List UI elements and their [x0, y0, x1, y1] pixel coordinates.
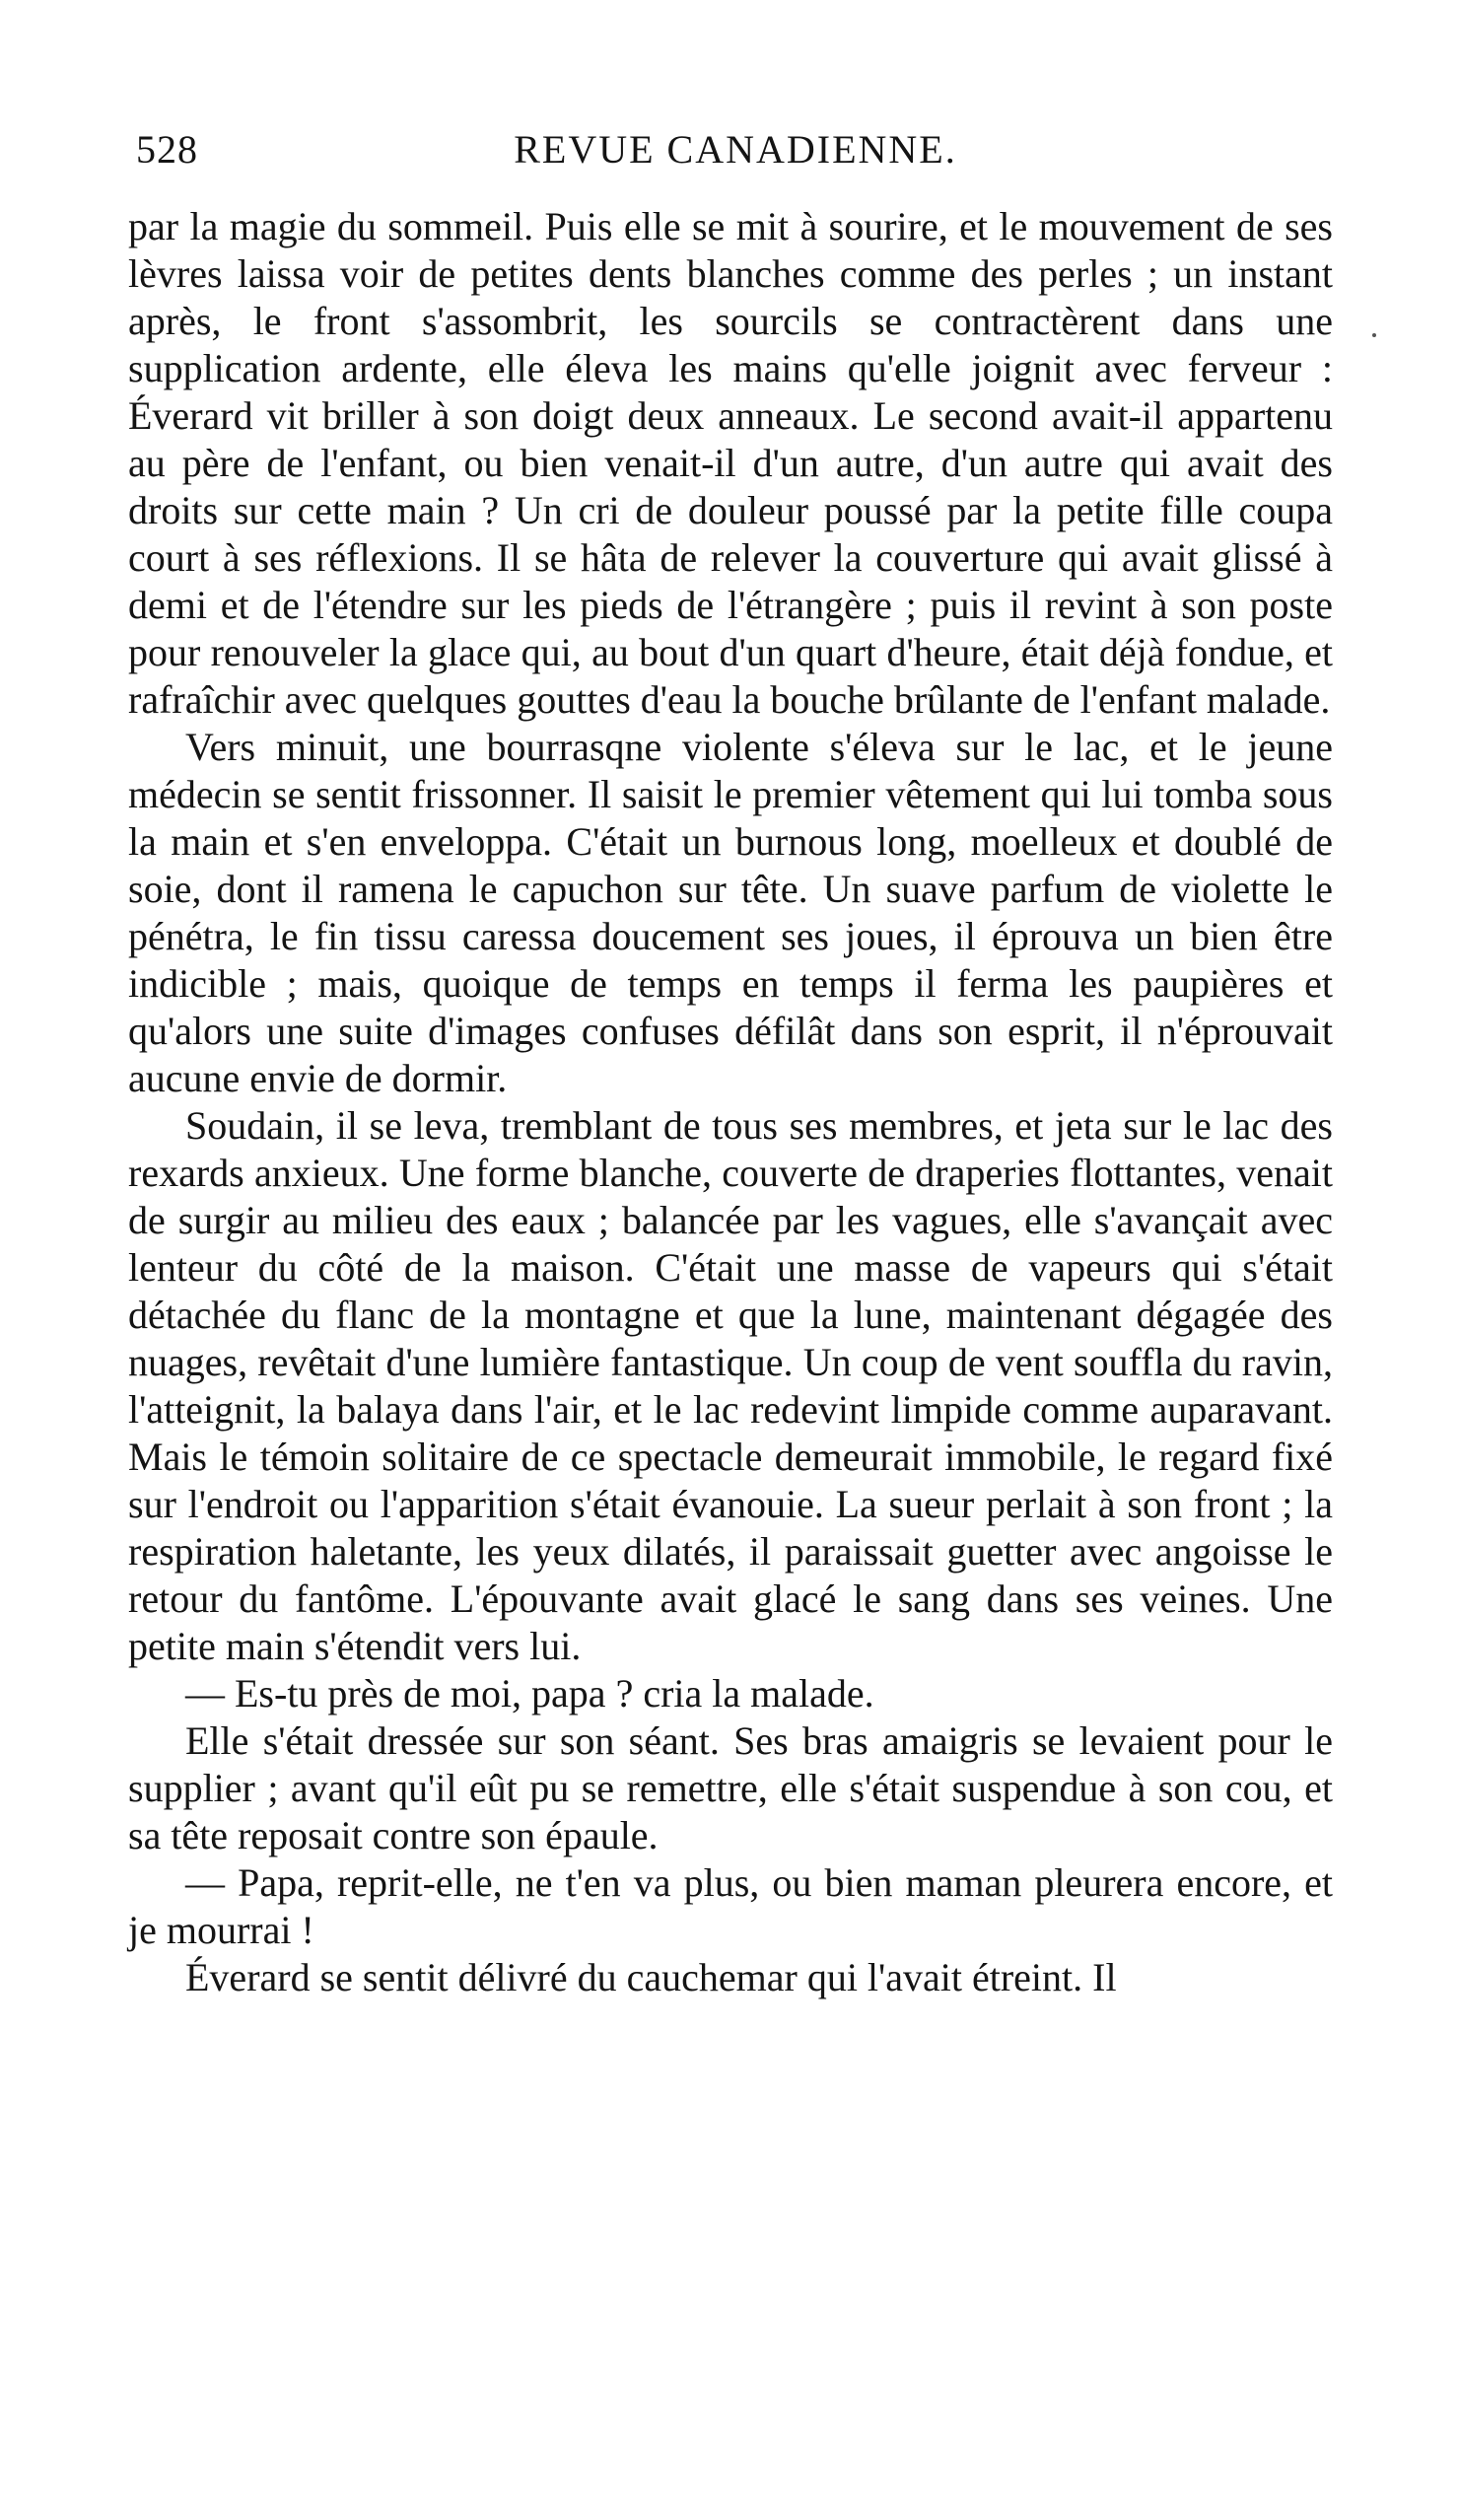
- paragraph-final: Éverard se sentit délivré du cauchemar qui l'avait étreint. Il: [185, 1955, 1117, 1999]
- journal-title: REVUE CANADIENNE.: [514, 127, 957, 172]
- page-number: 528: [136, 127, 198, 172]
- running-head: [136, 126, 1335, 185]
- print-speck: [1372, 333, 1376, 337]
- paragraph-midnight: Vers minuit, une bourrasqne violente s'éleva sur le lac, et le jeune médecin se sentit frissonner. Il saisit le premier vêtement qui lui tomba sous la main et s'en enveloppa. C'était un burnous long, moelleux et doublé de soie, dont il ramena le capuchon sur tête. Un suave parfum de violette le pénétra, le fin tissu caressa doucement ses joues, il éprouva un bien être indicible ; mais, quoique de temps en temps il ferma les paupières et qu'alors une suite d'images confuses défilât dans son esprit, il n'éprouvait aucune envie de dormir.: [128, 725, 1333, 1100]
- paragraph-continued: par la magie du sommeil. Puis elle se mit à sourire, et le mouvement de ses lèvres laissa voir de petites dents blanches comme des perles ; un instant après, le front s'assombrit, les sourcils se contractèrent dans une supplication ardente, elle éleva les mains qu'elle joignit avec ferveur : Éverard vit briller à son doigt deux anneaux. Le second avait-il appartenu au père de l'enfant, ou bien venait-il d'un autre, d'un autre qui avait des droits sur cette main ? Un cri de douleur poussé par la petite fille coupa court à ses réflexions. Il se hâta de relever la couverture qui avait glissé à demi et de l'étendre sur les pieds de l'étrangère ; puis il revint à son poste pour renouveler la glace qui, au bout d'un quart d'heure, était déjà fondue, et rafraîchir avec quelques gouttes d'eau la bouche brûlante de l'enfant malade.: [128, 204, 1333, 722]
- paragraph-embrace: Elle s'était dressée sur son séant. Ses bras amaigris se levaient pour le supplier ; avant qu'il eût pu se remettre, elle s'était suspendue à son cou, et sa tête reposait contre son épaule.: [128, 1718, 1333, 1857]
- dialogue-line: — Es-tu près de moi, papa ? cria la malade.: [185, 1671, 874, 1715]
- dialogue-line: — Papa, reprit-elle, ne t'en va plus, ou bien maman pleurera encore, et je mourrai !: [128, 1860, 1333, 1952]
- paragraph-apparition: Soudain, il se leva, tremblant de tous ses membres, et jeta sur le lac des rexards anxieux. Une forme blanche, couverte de draperies flottantes, venait de surgir au milieu des eaux ; balancée par les vagues, elle s'avançait avec lenteur du côté de la maison. C'était une masse de vapeurs qui s'était détachée du flanc de la montagne et que la lune, maintenant dégagée des nuages, revêtait d'une lumière fantastique. Un coup de vent souffla du ravin, l'atteignit, la balaya dans l'air, et le lac redevint limpide comme auparavant. Mais le témoin solitaire de ce spectacle demeurait immobile, le regard fixé sur l'endroit ou l'apparition s'était évanouie. La sueur perlait à son front ; la respiration haletante, les yeux dilatés, il paraissait guetter avec angoisse le retour du fantôme. L'épouvante avait glacé le sang dans ses veines. Une petite main s'étendit vers lui.: [128, 1103, 1333, 1668]
- body-text: [128, 203, 1333, 2001]
